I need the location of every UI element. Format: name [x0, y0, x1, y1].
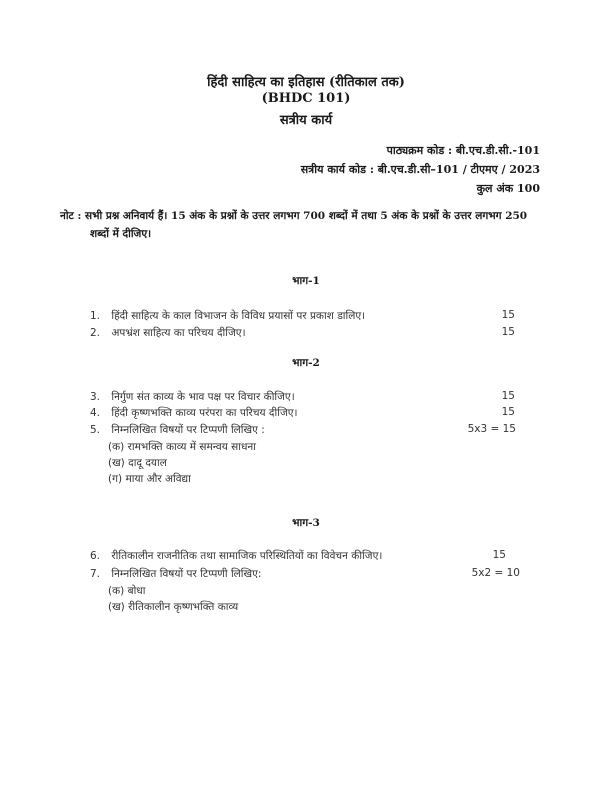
question-4-marks: 15 [501, 406, 515, 418]
course-code-heading: (BHDC 101) [261, 91, 351, 106]
question-4 [90, 406, 298, 420]
question-text: हिंदी साहित्य के काल विभाजन के विविध प्रयासों पर प्रकाश डालिए। [111, 310, 366, 322]
document-subtitle: सत्रीय कार्य [279, 113, 333, 128]
document-title: हिंदी साहित्य का इतिहास (रीतिकाल तक) [207, 75, 405, 90]
question-text: अपभ्रंश साहित्य का परिचय दीजिए। [111, 327, 246, 339]
note-line-1: नोट : सभी प्रश्न अनिवार्य हैं। 15 अंक के प्रश्नों के उत्तर लगभग 700 शब्दों में तथा 5 अंक के प्रश्नों के उत्तर लगभग 250 [60, 210, 528, 222]
section-heading-1: भाग-1 [292, 275, 320, 287]
question-3 [90, 390, 295, 404]
section-heading-3: भाग-3 [292, 517, 320, 529]
question-7-subitem-ka: (क) बोधा [108, 585, 146, 597]
question-3-marks: 15 [501, 390, 515, 402]
assignment-code-line: सत्रीय कार्य कोड : बी.एच.डी.सी–101 / टीएमए / 2023 [300, 163, 540, 176]
question-number: 6. [90, 550, 101, 562]
question-number: 5. [90, 424, 101, 436]
question-7 [90, 567, 261, 581]
question-2 [90, 326, 246, 340]
instructions-note [60, 207, 545, 243]
course-code-line: पाठ्यक्रम कोड : बी.एच.डी.सी.-101 [386, 144, 540, 157]
question-2-marks: 15 [501, 326, 515, 338]
question-7-marks: 5x2 = 10 [471, 567, 520, 579]
question-text: निम्नलिखित विषयों पर टिप्पणी लिखिए : [111, 424, 265, 436]
note-line-2: शब्दों में दीजिए। [90, 228, 152, 240]
question-number: 3. [90, 391, 101, 403]
section-heading-2: भाग-2 [292, 357, 320, 369]
question-number: 1. [90, 310, 101, 322]
question-number: 7. [90, 568, 101, 580]
question-text: रीतिकालीन राजनीतिक तथा सामाजिक परिस्थितियों का विवेचन कीजिए। [111, 550, 383, 562]
question-7-subitem-kha: (ख) रीतिकालीन कृष्णभक्ति काव्य [108, 601, 239, 613]
question-5-subitem-kha: (ख) दादू दयाल [108, 457, 167, 469]
question-number: 4. [90, 407, 101, 419]
question-number: 2. [90, 327, 101, 339]
total-marks-line: कुल अंक 100 [476, 182, 540, 195]
question-text: निर्गुण संत काव्य के भाव पक्ष पर विचार कीजिए। [111, 391, 295, 403]
question-1-marks: 15 [501, 309, 515, 321]
question-5-subitem-ga: (ग) माया और अविद्या [108, 473, 191, 485]
question-5 [90, 423, 265, 437]
question-5-marks: 5x3 = 15 [467, 423, 516, 435]
question-5-subitem-ka: (क) रामभक्ति काव्य में समन्वय साधना [108, 441, 256, 453]
question-6-marks: 15 [492, 549, 506, 561]
question-6 [90, 549, 382, 563]
question-text: निम्नलिखित विषयों पर टिप्पणी लिखिए: [111, 568, 262, 580]
question-1 [90, 309, 365, 323]
question-text: हिंदी कृष्णभक्ति काव्य परंपरा का परिचय दीजिए। [111, 407, 298, 419]
